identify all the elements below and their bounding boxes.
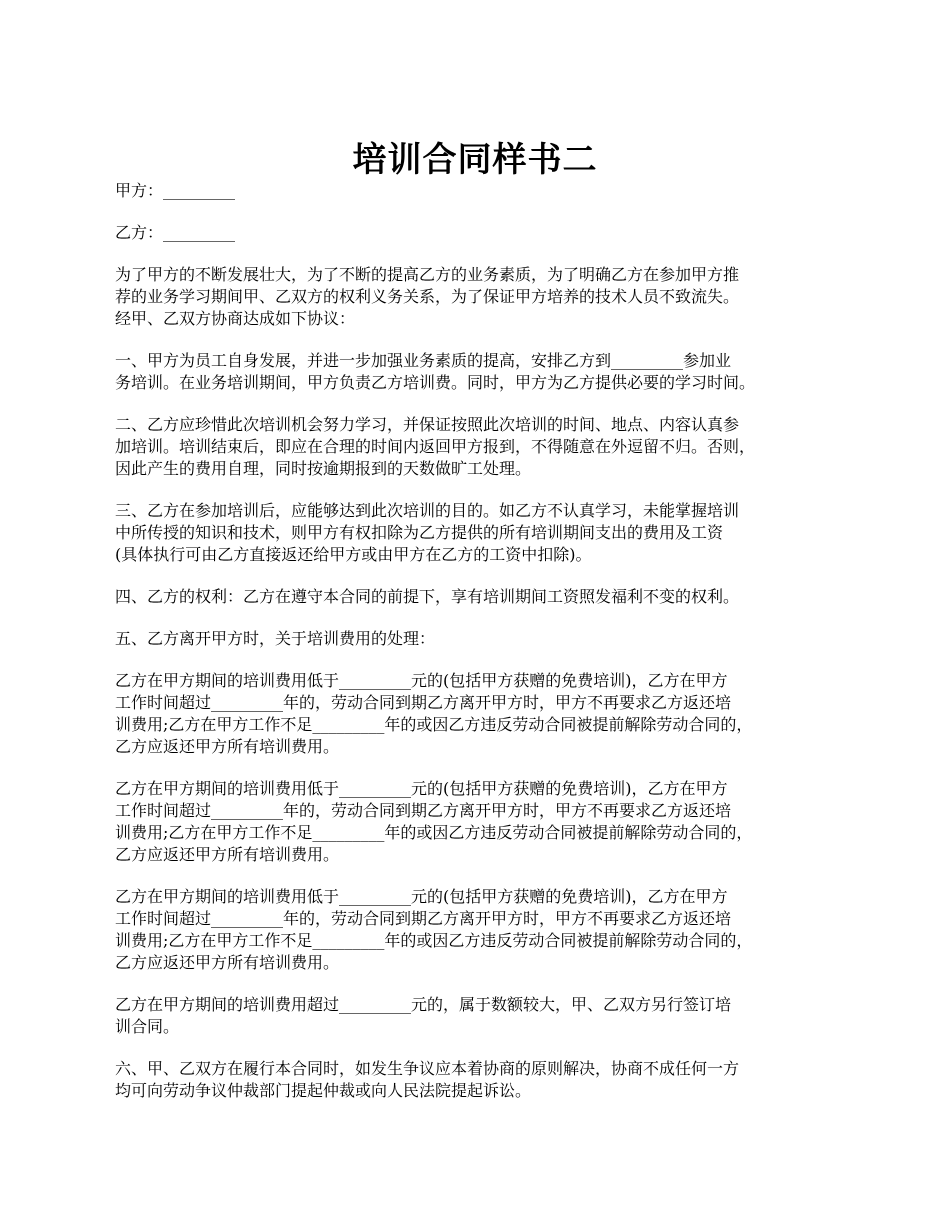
clause-5-paragraph: 五、乙方离开甲方时，关于培训费用的处理： xyxy=(115,629,436,648)
clause-4-paragraph: 四、乙方的权利：乙方在遵守本合同的前提下，享有培训期间工资照发福利不变的权利。 xyxy=(115,587,740,606)
fee-excess-paragraph: 乙方在甲方期间的培训费用超过_________元的，属于数额较大，甲、乙双方另行签订培 训合同。 xyxy=(115,995,732,1036)
clause-1-paragraph: 一、甲方为员工自身发展，并进一步加强业务素质的提高，安排乙方到_________参加业 务培训。在业务培训期间，甲方负责乙方培训费。同时，甲方为乙方提供必要的学习时间。 xyxy=(115,351,756,392)
party-b-line: 乙方：_________ xyxy=(115,223,236,242)
clause-6-paragraph: 六、甲、乙双方在履行本合同时，如发生争议应本着协商的原则解决，协商不成任何一方 均可向劳动争议仲裁部门提起仲裁或向人民法院提起诉讼。 xyxy=(115,1059,740,1100)
document-title: 培训合同样书二 xyxy=(352,139,598,180)
fee-terms-paragraph-1: 乙方在甲方期间的培训费用低于_________元的(包括甲方获赠的免费培训)，乙方在甲方 工作时间超过_________年的，劳动合同到期乙方离开甲方时，甲方不再要求乙方返还培 训费用;乙方在甲方工作不足_________年的或因乙方违反劳动合同被提前解除劳动合同的， 乙方应返还甲方所有培训费用。 xyxy=(115,671,753,756)
fee-terms-paragraph-2: 乙方在甲方期间的培训费用低于_________元的(包括甲方获赠的免费培训)，乙方在甲方 工作时间超过_________年的，劳动合同到期乙方离开甲方时，甲方不再要求乙方返还培 训费用;乙方在甲方工作不足_________年的或因乙方违反劳动合同被提前解除劳动合同的， 乙方应返还甲方所有培训费用。 xyxy=(115,779,753,864)
fee-terms-paragraph-3: 乙方在甲方期间的培训费用低于_________元的(包括甲方获赠的免费培训)，乙方在甲方 工作时间超过_________年的，劳动合同到期乙方离开甲方时，甲方不再要求乙方返还培 训费用;乙方在甲方工作不足_________年的或因乙方违反劳动合同被提前解除劳动合同的， 乙方应返还甲方所有培训费用。 xyxy=(115,887,753,972)
document-body xyxy=(115,180,850,1122)
party-a-line: 甲方：_________ xyxy=(115,181,236,200)
clause-3-paragraph: 三、乙方在参加培训后，应能够达到此次培训的目的。如乙方不认真学习，未能掌握培训 中所传授的知识和技术，则甲方有权扣除为乙方提供的所有培训期间支出的费用及工资 (具体执行可由乙方直接返还给甲方或由甲方在乙方的工资中扣除)。 xyxy=(115,501,740,564)
clause-2-paragraph: 二、乙方应珍惜此次培训机会努力学习，并保证按照此次培训的时间、地点、内容认真参 加培训。培训结束后，即应在合理的时间内返回甲方报到，不得随意在外逗留不归。否则， 因此产生的费用自理，同时按逾期报到的天数做旷工处理。 xyxy=(115,415,756,478)
preamble-paragraph: 为了甲方的不断发展壮大，为了不断的提高乙方的业务素质，为了明确乙方在参加甲方推 荐的业务学习期间甲、乙双方的权利义务关系，为了保证甲方培养的技术人员不致流失。 经甲、乙双方协商达成如下协议： xyxy=(115,265,740,328)
